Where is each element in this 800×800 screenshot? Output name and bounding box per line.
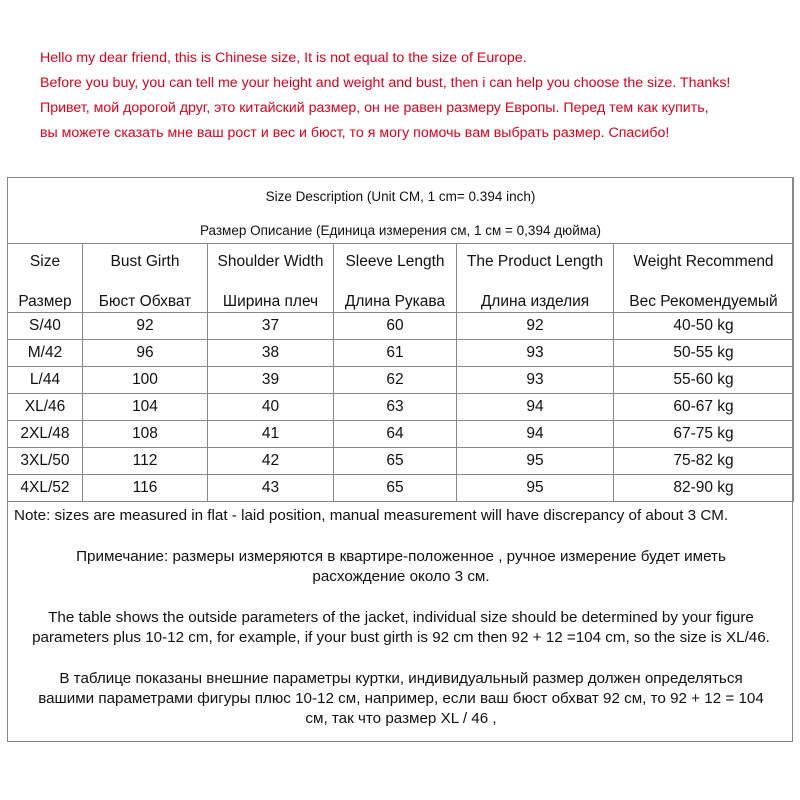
size-chart — [7, 177, 793, 742]
caption-ru: Размер Описание (Единица измерения см, 1 см = 0,394 дюйма) — [199, 222, 602, 238]
table-note-ru-line-2: вашими параметрами фигуры плюс 10-12 см, например, если ваш бюст обхват 92 см, то 92 + 12 = 104 — [38, 690, 764, 707]
cell-length: 93 — [457, 340, 614, 367]
cell-size: 2XL/48 — [8, 421, 83, 448]
cell-weight: 82-90 kg — [614, 475, 794, 502]
cell-weight: 60-67 kg — [614, 394, 794, 421]
cell-weight: 75-82 kg — [614, 448, 794, 475]
cell-bust: 112 — [83, 448, 208, 475]
cell-bust: 92 — [83, 313, 208, 340]
table-row — [8, 367, 794, 394]
cell-size: 3XL/50 — [8, 448, 83, 475]
cell-sleeve: 60 — [334, 313, 457, 340]
cell-length: 94 — [457, 421, 614, 448]
notice-line-ru-1: Привет, мой дорогой друг, это китайский размер, он не равен размеру Европы. Перед тем как купить, — [40, 100, 709, 116]
cell-size: L/44 — [8, 367, 83, 394]
cell-shoulder: 38 — [208, 340, 334, 367]
note-ru-line-2: расхождение около 3 см. — [312, 568, 490, 585]
size-table — [7, 177, 794, 502]
cell-weight: 67-75 kg — [614, 421, 794, 448]
header-weight-recommend: Weight Recommend Вес Рекомендуемый — [614, 244, 794, 313]
cell-length: 93 — [457, 367, 614, 394]
table-note-en — [8, 608, 794, 648]
cell-shoulder: 43 — [208, 475, 334, 502]
notice-line-en-1: Hello my dear friend, this is Chinese size, It is not equal to the size of Europe. — [40, 50, 527, 66]
table-row — [8, 340, 794, 367]
cell-bust: 116 — [83, 475, 208, 502]
cell-sleeve: 65 — [334, 475, 457, 502]
note-ru-line-1: Примечание: размеры измеряются в квартире-положенное , ручное измерение будет иметь — [76, 548, 726, 565]
table-note-ru-line-3: см, так что размер XL / 46 , — [305, 710, 497, 727]
table-row — [8, 394, 794, 421]
cell-length: 94 — [457, 394, 614, 421]
cell-bust: 100 — [83, 367, 208, 394]
header-shoulder-width: Shoulder Width Ширина плеч — [208, 244, 334, 313]
header-row — [8, 244, 794, 313]
cell-weight: 40-50 kg — [614, 313, 794, 340]
note-en: Note: sizes are measured in flat - laid position, manual measurement will have discrepancy of about 3 CM. — [14, 507, 729, 524]
header-product-length: The Product Length Длина изделия — [457, 244, 614, 313]
note-ru — [8, 547, 794, 587]
caption-en: Size Description (Unit CM, 1 cm= 0.394 inch) — [265, 188, 536, 204]
table-note-en-line-2: parameters plus 10-12 cm, for example, if your bust girth is 92 cm then 92 + 12 =104 cm, so the size is XL/46. — [32, 629, 770, 646]
cell-shoulder: 39 — [208, 367, 334, 394]
table-row — [8, 475, 794, 502]
cell-size: XL/46 — [8, 394, 83, 421]
notice-line-ru-2: вы можете сказать мне ваш рост и вес и бюст, то я могу помочь вам выбрать размер. Спасибо! — [40, 125, 670, 141]
cell-shoulder: 40 — [208, 394, 334, 421]
cell-sleeve: 65 — [334, 448, 457, 475]
header-size: Size Размер — [8, 244, 83, 313]
table-note-ru-line-1: В таблице показаны внешние параметры куртки, индивидуальный размер должен определяться — [59, 670, 743, 687]
cell-weight: 50-55 kg — [614, 340, 794, 367]
cell-bust: 104 — [83, 394, 208, 421]
table-note-en-line-1: The table shows the outside parameters of the jacket, individual size should be determined by your figure — [48, 609, 754, 626]
table-caption — [8, 178, 794, 244]
cell-length: 95 — [457, 475, 614, 502]
cell-size: M/42 — [8, 340, 83, 367]
seller-notice — [40, 46, 790, 146]
table-row — [8, 448, 794, 475]
cell-bust: 96 — [83, 340, 208, 367]
notes-section — [8, 505, 794, 729]
cell-shoulder: 41 — [208, 421, 334, 448]
cell-size: 4XL/52 — [8, 475, 83, 502]
cell-sleeve: 63 — [334, 394, 457, 421]
table-row — [8, 313, 794, 340]
table-row — [8, 421, 794, 448]
notice-line-en-2: Before you buy, you can tell me your height and weight and bust, then i can help you choose the size. Thanks! — [40, 75, 731, 91]
cell-length: 95 — [457, 448, 614, 475]
cell-bust: 108 — [83, 421, 208, 448]
header-sleeve-length: Sleeve Length Длина Рукава — [334, 244, 457, 313]
cell-sleeve: 62 — [334, 367, 457, 394]
cell-shoulder: 42 — [208, 448, 334, 475]
header-bust-girth: Bust Girth Бюст Обхват — [83, 244, 208, 313]
cell-size: S/40 — [8, 313, 83, 340]
cell-sleeve: 61 — [334, 340, 457, 367]
cell-length: 92 — [457, 313, 614, 340]
cell-weight: 55-60 kg — [614, 367, 794, 394]
cell-sleeve: 64 — [334, 421, 457, 448]
table-note-ru — [8, 669, 794, 729]
cell-shoulder: 37 — [208, 313, 334, 340]
